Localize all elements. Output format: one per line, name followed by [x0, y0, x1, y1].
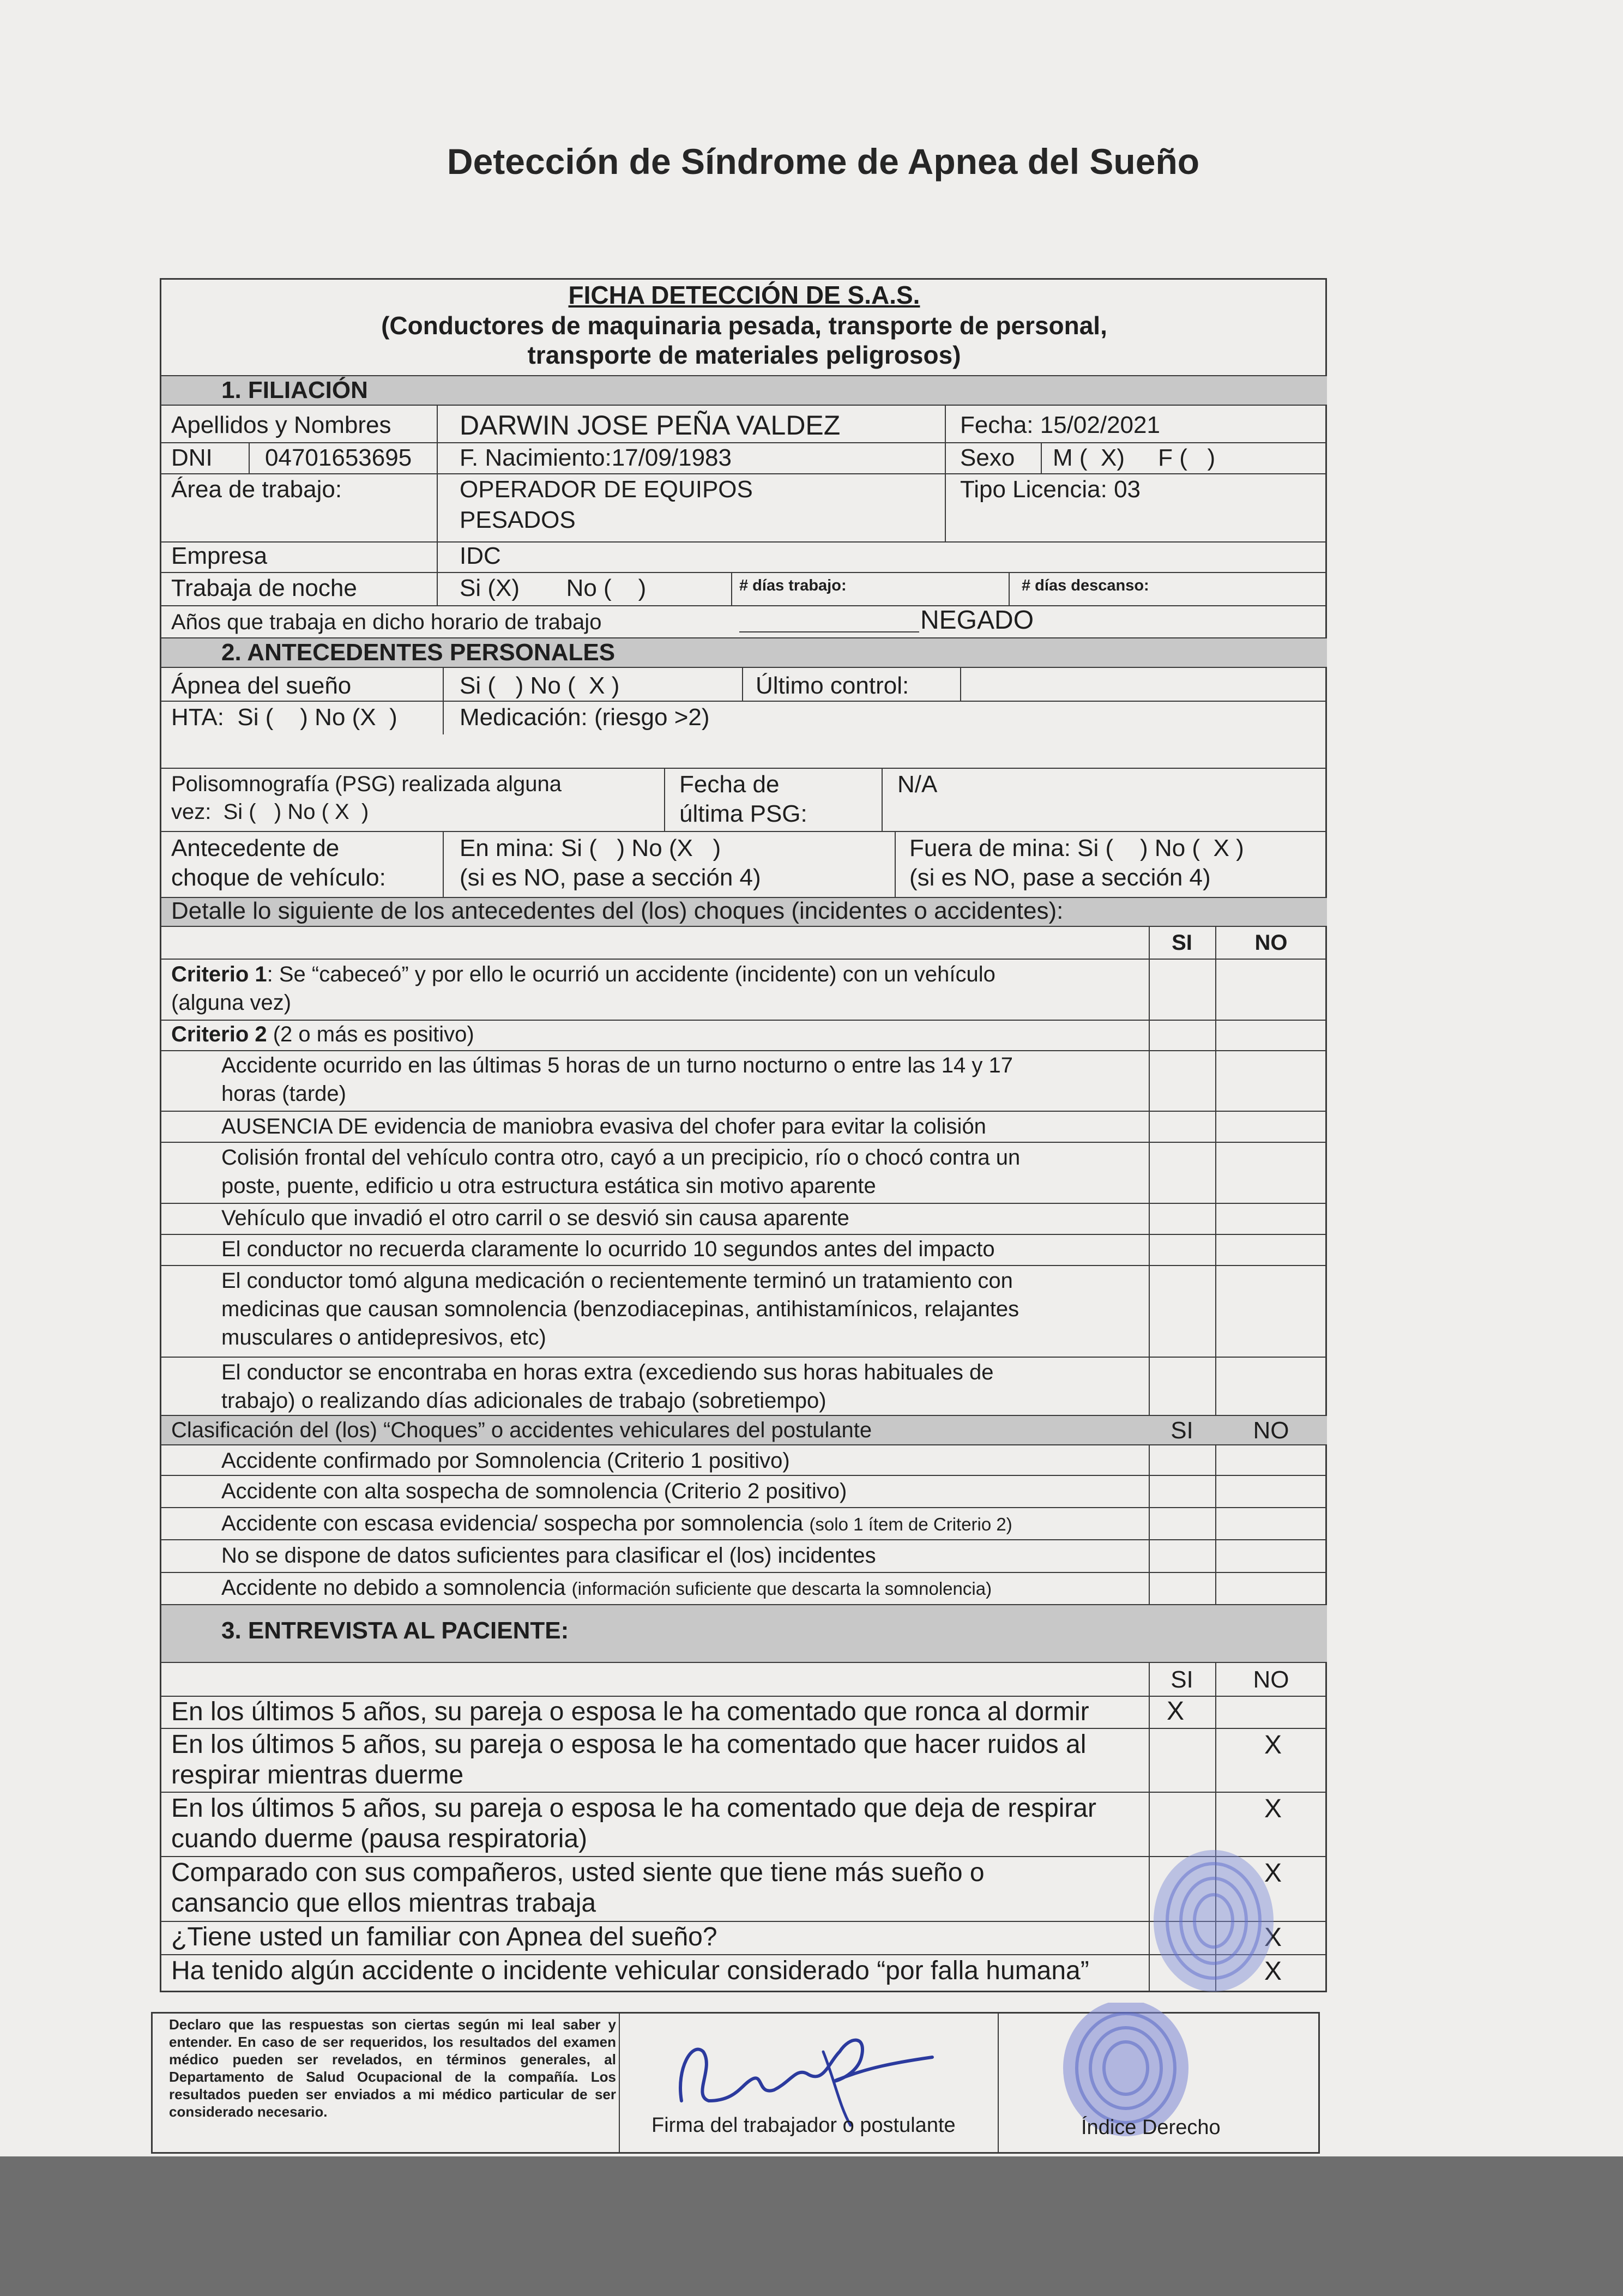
- rule: [161, 541, 1327, 543]
- detail-heading: Detalle lo siguiente de los antecedentes del (los) choques (incidentes o accidentes):: [171, 897, 1064, 924]
- section-2-band: [161, 637, 1327, 668]
- section-1-heading: 1. FILIACIÓN: [221, 377, 368, 403]
- interview-question: En los últimos 5 años, su pareja o esposa le ha comentado que deja de respirar: [171, 1794, 1097, 1823]
- criterion-2-item: Vehículo que invadió el otro carril o se desvió sin causa aparente: [221, 1206, 849, 1230]
- interview-question: En los últimos 5 años, su pareja o esposa le ha comentado que ronca al dormir: [171, 1697, 1089, 1726]
- years-underline: [739, 631, 919, 632]
- hta-value: HTA: Si ( ) No (X ): [171, 704, 397, 731]
- dni-label: DNI: [171, 444, 213, 471]
- criterion-2-item: El conductor se encontraba en horas extra (excediendo sus horas habituales de: [221, 1360, 994, 1384]
- rest-days-label: # días descanso:: [1022, 577, 1149, 594]
- rule: [161, 605, 1327, 606]
- birth-date: F. Nacimiento:17/09/1983: [460, 444, 732, 471]
- page-title: Detección de Síndrome de Apnea del Sueño: [447, 141, 1200, 182]
- answer-mark-no: X: [1264, 1923, 1282, 1952]
- classification-item: Accidente con alta sospecha de somnolencia (Criterio 2 positivo): [221, 1479, 847, 1503]
- interview-question-cont: cansancio que ellos mientras trabaja: [171, 1889, 596, 1918]
- outside-mine-note: (si es NO, pase a sección 4): [909, 864, 1211, 891]
- dni-value: 04701653695: [265, 444, 412, 471]
- rule: [161, 768, 1327, 769]
- form-subtitle-line2: transporte de materiales peligrosos): [527, 341, 961, 369]
- detail-si-header: SI: [1172, 931, 1192, 955]
- work-days-label: # días trabajo:: [739, 577, 847, 594]
- criterion-2-item: poste, puente, edificio u otra estructura estática sin motivo aparente: [221, 1174, 876, 1198]
- rule: [161, 1142, 1327, 1143]
- rule: [161, 1265, 1327, 1266]
- signature-label: Firma del trabajador o postulante: [651, 2114, 956, 2137]
- rule: [960, 668, 961, 701]
- rule: [161, 572, 1327, 573]
- rule: [161, 1357, 1327, 1358]
- interview-question: Ha tenido algún accidente o incidente vehicular considerado “por falla humana”: [171, 1956, 1089, 1985]
- classification-item-text: Accidente con escasa evidencia/ sospecha por somnolencia: [221, 1511, 804, 1535]
- sas-form: [160, 278, 1327, 1992]
- sex-label: Sexo: [960, 444, 1015, 471]
- classification-heading: Clasificación del (los) “Choques” o accidentes vehiculares del postulante: [171, 1418, 872, 1442]
- license-type: Tipo Licencia: 03: [960, 476, 1141, 503]
- name-value: DARWIN JOSE PEÑA VALDEZ: [460, 410, 841, 441]
- section-3-heading: 3. ENTREVISTA AL PACIENTE:: [221, 1617, 569, 1644]
- rule: [1041, 442, 1042, 473]
- rule: [443, 831, 444, 897]
- criterion-2-item: AUSENCIA DE evidencia de maniobra evasiva del chofer para evitar la colisión: [221, 1114, 986, 1138]
- rule: [161, 701, 1327, 702]
- answer-mark-no: X: [1264, 1794, 1282, 1823]
- criterion-1-label: Criterio 1: [171, 962, 267, 986]
- area-label: Área de trabajo:: [171, 476, 342, 503]
- psg-date-label-line1: Fecha de: [679, 771, 780, 798]
- answer-mark-no: X: [1264, 1957, 1282, 1986]
- apnea-value: Si ( ) No ( X ): [460, 672, 620, 699]
- answer-mark-no: X: [1264, 1731, 1282, 1759]
- classification-item-note: (información suficiente que descarta la somnolencia): [571, 1578, 992, 1599]
- criterion-2-item: musculares o antidepresivos, etc): [221, 1325, 546, 1349]
- rule: [1215, 927, 1216, 1691]
- sex-value: M ( X) F ( ): [1053, 444, 1216, 471]
- outside-mine-value: Fuera de mina: Si ( ) No ( X ): [909, 835, 1244, 861]
- classification-item: [221, 1509, 1012, 1539]
- classification-item-text: Accidente no debido a somnolencia: [221, 1576, 566, 1600]
- company-value: IDC: [460, 543, 501, 569]
- rule: [443, 668, 444, 734]
- rule: [664, 768, 665, 831]
- form-subtitle-line1: (Conductores de maquinaria pesada, transporte de personal,: [381, 311, 1107, 340]
- criterion-2: [171, 1020, 474, 1048]
- years-label: Años que trabaja en dicho horario de trabajo: [171, 610, 602, 634]
- rule: [731, 572, 732, 605]
- last-control-label: Último control:: [756, 672, 909, 699]
- crash-label-line2: choque de vehículo:: [171, 864, 386, 891]
- rule: [161, 1572, 1327, 1573]
- interview-question: ¿Tiene usted un familiar con Apnea del sueño?: [171, 1923, 717, 1951]
- rule: [437, 406, 438, 605]
- section-3-band: [161, 1604, 1327, 1663]
- rule: [161, 1475, 1327, 1476]
- detail-band: [161, 897, 1327, 927]
- criterion-2-item: Accidente ocurrido en las últimas 5 horas de un turno nocturno o entre las 14 y 17: [221, 1053, 1013, 1077]
- scan-edge-band: [0, 2156, 1623, 2296]
- night-work-label: Trabaja de noche: [171, 575, 357, 601]
- declaration-text: Declaro que las respuestas son ciertas según mi leal saber y entender. En caso de ser requeridos, los resultados del examen médico pueden ser revelados, en términos generales, al Departamento de Salud Ocupacional de la compañía. Los resultados pueden ser enviados a mi médico particular de ser considerado necesario.: [169, 2016, 616, 2120]
- interview-question-cont: respirar mientras duerme: [171, 1761, 464, 1789]
- rule: [161, 1111, 1327, 1112]
- rule: [161, 1792, 1327, 1793]
- criterion-2-item: El conductor tomó alguna medicación o recientemente terminó un tratamiento con: [221, 1269, 1013, 1293]
- date-value: Fecha: 15/02/2021: [960, 412, 1160, 438]
- fingerprint-smudge: [1143, 1839, 1284, 1997]
- classification-item: Accidente confirmado por Somnolencia (Criterio 1 positivo): [221, 1449, 790, 1473]
- detail-no-header: NO: [1254, 931, 1288, 955]
- night-work-value: Si (X) No ( ): [460, 575, 647, 601]
- rule: [161, 1728, 1327, 1729]
- mine-note: (si es NO, pase a sección 4): [460, 864, 761, 891]
- rule: [1009, 572, 1010, 605]
- rule: [742, 668, 743, 701]
- criterion-1-line2: (alguna vez): [171, 991, 292, 1015]
- classification-band: [161, 1415, 1327, 1445]
- criterion-2-item: Colisión frontal del vehículo contra otro, cayó a un precipicio, río o chocó contra un: [221, 1146, 1021, 1170]
- medication-label: Medicación: (riesgo >2): [460, 704, 710, 731]
- rule: [882, 768, 883, 831]
- psg-date-label-line2: última PSG:: [679, 800, 807, 827]
- classification-item-note: (solo 1 ítem de Criterio 2): [809, 1514, 1012, 1534]
- interview-question: Comparado con sus compañeros, usted siente que tiene más sueño o: [171, 1858, 985, 1887]
- rule: [945, 406, 946, 541]
- answer-mark-si: X: [1166, 1697, 1184, 1726]
- rule: [895, 831, 896, 897]
- classification-item: [221, 1574, 992, 1603]
- rule: [161, 1539, 1327, 1540]
- interview-si-header: SI: [1171, 1666, 1193, 1693]
- rule: [161, 831, 1327, 832]
- interview-question: En los últimos 5 años, su pareja o esposa le ha comentado que hacer ruidos al: [171, 1730, 1087, 1759]
- criterion-2-item: horas (tarde): [221, 1082, 346, 1106]
- rule: [998, 2014, 999, 2152]
- rule: [249, 442, 250, 473]
- classification-item: No se dispone de datos suficientes para clasificar el (los) incidentes: [221, 1544, 876, 1568]
- classification-no-header: NO: [1253, 1417, 1289, 1444]
- psg-date-value: N/A: [897, 771, 938, 798]
- section-1-band: [161, 375, 1327, 406]
- area-value-line2: PESADOS: [460, 507, 576, 533]
- crash-label-line1: Antecedente de: [171, 835, 340, 861]
- rule: [619, 2014, 620, 2152]
- form-title: FICHA DETECCIÓN DE S.A.S.: [568, 281, 920, 309]
- criterion-2-item: El conductor no recuerda claramente lo ocurrido 10 segundos antes del impacto: [221, 1237, 995, 1261]
- fingerprint-label: Índice Derecho: [1081, 2116, 1221, 2139]
- criterion-1-text: : Se “cabeceó” y por ello le ocurrió un accidente (incidente) con un vehículo: [267, 962, 995, 986]
- criterion-2-item: trabajo) o realizando días adicionales de trabajo (sobretiempo): [221, 1389, 826, 1413]
- interview-question-cont: cuando duerme (pausa respiratoria): [171, 1824, 588, 1853]
- rule: [161, 1507, 1327, 1508]
- company-label: Empresa: [171, 543, 268, 569]
- mine-value: En mina: Si ( ) No (X ): [460, 835, 721, 861]
- criterion-1: [171, 960, 995, 989]
- criterion-2-item: medicinas que causan somnolencia (benzodiacepinas, antihistamínicos, relajantes: [221, 1297, 1019, 1321]
- apnea-label: Ápnea del sueño: [171, 672, 352, 699]
- classification-si-header: SI: [1171, 1417, 1193, 1444]
- area-value-line1: OPERADOR DE EQUIPOS: [460, 476, 753, 503]
- section-2-heading: 2. ANTECEDENTES PERSONALES: [221, 639, 616, 666]
- rule: [1149, 927, 1150, 1691]
- psg-label-line1: Polisomnografía (PSG) realizada alguna: [171, 772, 562, 796]
- rule: [161, 473, 1327, 474]
- rule: [161, 959, 1327, 960]
- name-label: Apellidos y Nombres: [171, 412, 391, 438]
- psg-label-line2: vez: Si ( ) No ( X ): [171, 800, 369, 824]
- answer-mark-no: X: [1264, 1859, 1282, 1888]
- criterion-2-label: Criterio 2: [171, 1022, 267, 1046]
- interview-no-header: NO: [1253, 1666, 1289, 1693]
- years-value: NEGADO: [920, 606, 1034, 635]
- criterion-2-text: (2 o más es positivo): [267, 1022, 474, 1046]
